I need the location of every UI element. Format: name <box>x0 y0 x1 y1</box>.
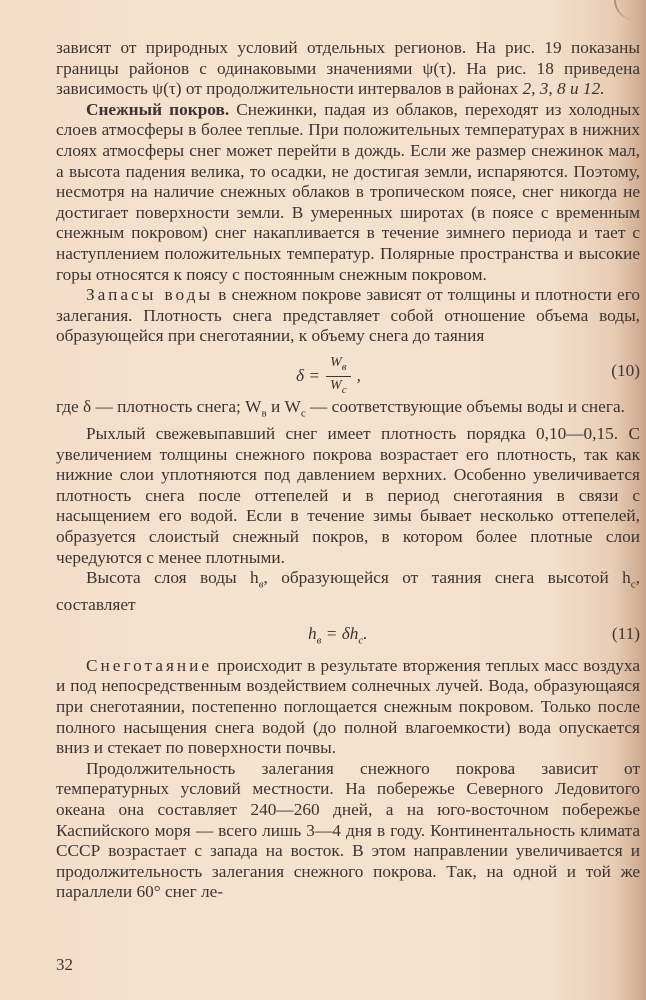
paragraph-text: , составляет <box>56 568 640 615</box>
subscript: с <box>358 634 364 647</box>
term-water-reserves: Запасы воды <box>86 285 214 305</box>
fraction-numerator <box>326 355 350 377</box>
page-number: 32 <box>56 955 73 974</box>
equation-rhs: = δh <box>321 623 359 643</box>
paragraph-text: зависят от природных условий отдельных регионов. На рис. 19 показаны границы районов с одинаковыми значениями ψ(τ). На рис. 18 приведена зависимость ψ(τ) от продолжительности интервалов в районах <box>56 38 640 99</box>
equation-number: (11) <box>611 623 640 643</box>
page-corner-mark <box>614 0 646 20</box>
paragraph-water-reserves <box>56 285 640 347</box>
paragraph-text: Снежинки, падая из облаков, переходят из холодных слоев атмосферы в более теплые. При положительных температурах в нижних слоях атмосферы снег может перейти в дождь. Если же размер снежинок мал, а высота падения велика, то осадки, не достигая земли, испаряются. Поэтому, несмотря на наличие снежных облаков в тропическом поясе, снег никогда не достигает поверхности земли. В умеренных широтах (в поясе с временным снежным покровом) снег накапливается в течение зимнего периода и тает с наступлением положительных температур. Полярные пространства и высокие горы относятся к поясу с постоянным снежным покровом. <box>56 99 640 284</box>
denominator-subscript: с <box>341 383 347 396</box>
paragraph-duration <box>56 759 640 903</box>
equation-lhs: h <box>308 623 317 643</box>
paragraph-1 <box>56 38 640 100</box>
paragraph-text: происходит в результате вторжения теплых масс воздуха и под непосредственным воздействием солнечных лучей. Вода, образующаяся при снеготаянии, постепенно поглощается снежным покровом. Только после полного насыщения снега водой (до полной влагоемкости) вода опускается вниз и стекает по поверхности почвы. <box>56 655 640 758</box>
paragraph-density <box>56 424 640 568</box>
subscript: с <box>630 578 636 591</box>
paragraph-water-height <box>56 568 640 616</box>
paragraph-text: Высота слоя воды h <box>86 568 259 588</box>
subscript: с <box>300 407 306 420</box>
paragraph-text: и W <box>266 396 301 416</box>
equation-punctuation: . <box>363 623 368 643</box>
equation-punctuation: , <box>356 365 361 385</box>
paragraph-snowmelt <box>56 656 640 759</box>
region-numbers: 2, 3, 8 и 12. <box>522 79 605 99</box>
paragraph-text: Рыхлый свежевыпавший снег имеет плотность порядка 0,10—0,15. С увеличением толщины снежного покрова возрастает его плотность, так как нижние слои уплотняются под давлением верхних. Особенно увеличивается плотность снега после оттепелей и в период снеготаяния в связи с насыщением его водой. Если в течение зимы бывает несколько оттепелей, образуется слоистый снежный покров, в котором более плотные слои чередуются с менее плотными. <box>56 423 640 567</box>
paragraph-snow-cover <box>56 100 640 285</box>
equation-10-expression <box>296 355 361 398</box>
fraction-denominator <box>326 377 351 398</box>
page-body <box>56 38 640 903</box>
section-heading-snow-cover: Снежный покров. <box>86 99 230 119</box>
paragraph-definitions <box>56 397 640 424</box>
paragraph-text: где δ — плотность снега; W <box>56 396 262 416</box>
fraction <box>326 355 351 398</box>
paragraph-text: — соответствующие объемы воды и снега. <box>305 396 625 416</box>
subscript: в <box>261 407 267 420</box>
term-snowmelt: Снеготаяние <box>86 655 213 675</box>
numerator-subscript: в <box>341 360 347 373</box>
equation-lhs: δ = <box>296 365 321 385</box>
denominator-symbol: W <box>330 377 342 393</box>
paragraph-text: в снежном покрове зависят от толщины и плотности его залегания. Плотность снега представляет собой отношение объема воды, образующейся при снеготаянии, к объему снега до таяния <box>56 285 640 346</box>
subscript: в <box>316 634 322 647</box>
equation-11 <box>56 618 640 652</box>
equation-number: (10) <box>611 360 640 380</box>
equation-10 <box>56 349 640 396</box>
paragraph-text: , образующейся от таяния снега высотой h <box>263 568 631 588</box>
numerator-symbol: W <box>330 354 342 370</box>
equation-11-expression <box>308 624 368 651</box>
paragraph-text: Продолжительность залегания снежного покрова зависит от температурных условий местности. На побережье Северного Ледовитого океана она составляет 240—260 дней, а на юго-восточном побережье Каспийского моря — всего лишь 3—4 дня в году. Континентальность климата СССР возрастает с запада на восток. В этом направлении увеличивается и продолжительность залегания снежного покрова. Так, на одной и той же параллели 60° снег ле- <box>56 758 640 902</box>
subscript: в <box>258 578 264 591</box>
